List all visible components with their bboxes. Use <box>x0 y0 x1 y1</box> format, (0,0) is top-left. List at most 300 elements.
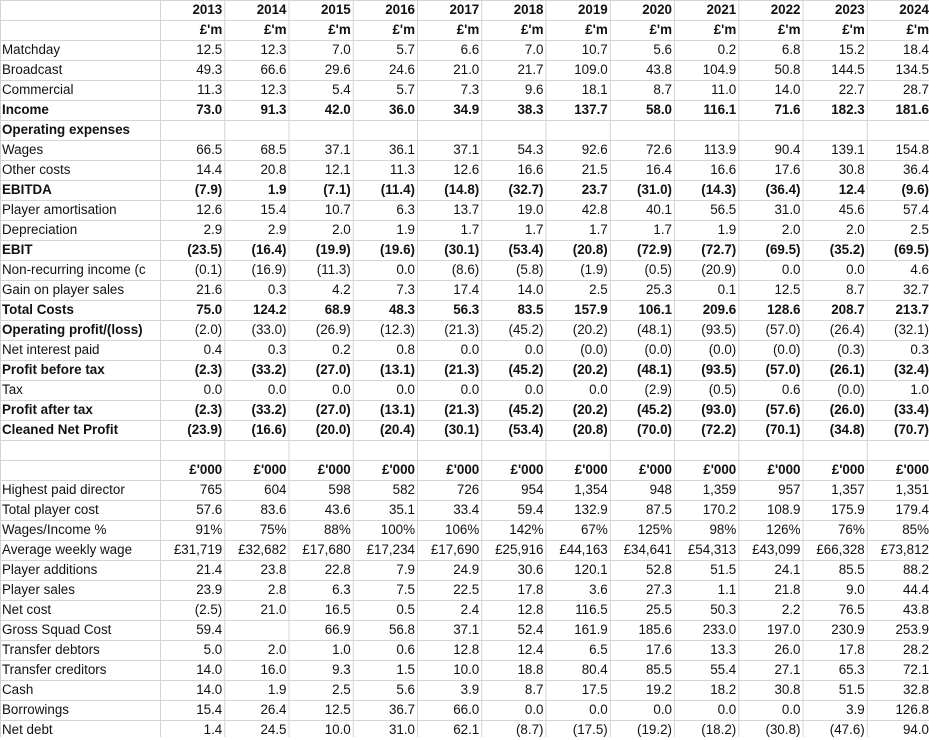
value-cell[interactable]: 21.5 <box>581 162 608 177</box>
value-cell[interactable]: 0.0 <box>267 382 287 397</box>
value-cell[interactable]: 51.5 <box>710 562 737 577</box>
value-cell[interactable]: (5.8) <box>515 262 544 277</box>
value-cell[interactable]: (30.1) <box>444 422 480 437</box>
row-label[interactable]: Net interest paid <box>2 342 100 357</box>
unit-header[interactable]: £'000 <box>189 462 223 477</box>
value-cell[interactable]: 2.0 <box>267 642 287 657</box>
value-cell[interactable]: 21.4 <box>196 562 223 577</box>
value-cell[interactable]: 4.2 <box>332 282 351 297</box>
value-cell[interactable]: 1.7 <box>460 222 480 237</box>
value-cell[interactable]: 108.9 <box>766 502 801 517</box>
value-cell[interactable]: 14.0 <box>774 82 801 97</box>
value-cell[interactable]: 71.6 <box>774 102 801 117</box>
value-cell[interactable]: 604 <box>264 482 287 497</box>
value-cell[interactable]: 137.7 <box>574 102 608 117</box>
value-cell[interactable]: 52.8 <box>645 562 672 577</box>
value-cell[interactable]: 1.9 <box>717 222 737 237</box>
unit-header[interactable]: £'m <box>392 22 415 37</box>
value-cell[interactable]: (17.5) <box>572 722 608 737</box>
value-cell[interactable]: (70.1) <box>765 422 801 437</box>
value-cell[interactable]: (34.8) <box>829 422 865 437</box>
row-label[interactable]: Operating profit/(loss) <box>2 322 143 337</box>
value-cell[interactable]: (26.9) <box>315 322 351 337</box>
value-cell[interactable]: 36.4 <box>902 162 929 177</box>
value-cell[interactable]: 57.4 <box>902 202 929 217</box>
value-cell[interactable] <box>481 120 545 140</box>
value-cell[interactable]: (2.0) <box>194 322 223 337</box>
value-cell[interactable]: 13.7 <box>453 202 480 217</box>
value-cell[interactable]: 12.3 <box>260 82 287 97</box>
value-cell[interactable]: 126.8 <box>895 702 929 717</box>
value-cell[interactable]: 43.8 <box>902 602 929 617</box>
value-cell[interactable]: 17.4 <box>453 282 480 297</box>
value-cell[interactable]: 30.8 <box>774 682 801 697</box>
value-cell[interactable]: 109.0 <box>574 62 608 77</box>
value-cell[interactable]: (19.6) <box>380 242 415 257</box>
unit-header[interactable]: £'m <box>713 22 737 37</box>
value-cell[interactable]: (20.2) <box>572 322 608 337</box>
value-cell[interactable]: 2.5 <box>589 282 608 297</box>
value-cell[interactable]: 9.0 <box>846 582 865 597</box>
value-cell[interactable]: 90.4 <box>774 142 801 157</box>
value-cell[interactable] <box>417 120 481 140</box>
value-cell[interactable]: 68.5 <box>260 142 287 157</box>
value-cell[interactable]: 5.0 <box>203 642 223 657</box>
value-cell[interactable]: 7.0 <box>332 42 351 57</box>
value-cell[interactable]: (35.2) <box>829 242 865 257</box>
value-cell[interactable]: 209.6 <box>702 302 737 317</box>
value-cell[interactable]: (21.3) <box>444 362 480 377</box>
value-cell[interactable]: 128.6 <box>766 302 801 317</box>
value-cell[interactable]: 25.5 <box>645 602 672 617</box>
value-cell[interactable]: 12.5 <box>324 702 351 717</box>
row-label[interactable]: Tax <box>2 382 23 397</box>
value-cell[interactable]: 6.3 <box>396 202 415 217</box>
value-cell[interactable]: 2.0 <box>781 222 801 237</box>
value-cell[interactable]: 106% <box>445 522 480 537</box>
value-cell[interactable]: 94.0 <box>902 722 929 737</box>
value-cell[interactable]: 0.6 <box>396 642 415 657</box>
value-cell[interactable]: 43.8 <box>645 62 672 77</box>
value-cell[interactable]: 2.4 <box>460 602 480 617</box>
value-cell[interactable]: 19.2 <box>645 682 672 697</box>
value-cell[interactable] <box>546 120 610 140</box>
value-cell[interactable]: (45.2) <box>508 402 544 417</box>
value-cell[interactable]: 12.3 <box>260 42 287 57</box>
value-cell[interactable]: (26.0) <box>829 402 865 417</box>
unit-header[interactable]: £'m <box>263 22 287 37</box>
row-label[interactable]: Cleaned Net Profit <box>2 422 119 437</box>
value-cell[interactable]: 57.6 <box>196 502 223 517</box>
value-cell[interactable]: 17.6 <box>645 642 672 657</box>
value-cell[interactable]: 36.1 <box>388 142 415 157</box>
value-cell[interactable]: (53.4) <box>508 242 544 257</box>
value-cell[interactable]: (32.4) <box>894 362 929 377</box>
unit-header[interactable]: £'000 <box>382 462 415 477</box>
value-cell[interactable]: (23.5) <box>187 242 223 257</box>
value-cell[interactable]: 30.6 <box>517 562 544 577</box>
value-cell[interactable]: 12.4 <box>838 182 865 197</box>
row-label[interactable]: Gain on player sales <box>2 282 125 297</box>
value-cell[interactable]: (7.1) <box>323 182 351 197</box>
value-cell[interactable]: 7.3 <box>396 282 415 297</box>
value-cell[interactable]: 132.9 <box>574 502 608 517</box>
unit-header[interactable]: £'000 <box>896 462 929 477</box>
value-cell[interactable]: 27.1 <box>774 662 801 677</box>
row-label[interactable]: Profit before tax <box>2 362 105 377</box>
value-cell[interactable]: 954 <box>521 482 544 497</box>
value-cell[interactable]: 12.5 <box>196 42 223 57</box>
value-cell[interactable]: 18.2 <box>710 682 737 697</box>
value-cell[interactable]: (2.9) <box>644 382 672 397</box>
row-label[interactable]: Gross Squad Cost <box>2 622 112 637</box>
value-cell[interactable]: 23.7 <box>581 182 608 197</box>
value-cell[interactable]: 230.9 <box>831 622 865 637</box>
value-cell[interactable]: 8.7 <box>846 282 865 297</box>
value-cell[interactable]: 72.1 <box>902 662 929 677</box>
year-header[interactable]: 2014 <box>256 2 287 17</box>
value-cell[interactable]: 948 <box>649 482 672 497</box>
value-cell[interactable]: (93.0) <box>701 402 737 417</box>
value-cell[interactable]: 9.3 <box>332 662 351 677</box>
value-cell[interactable]: 12.8 <box>453 642 480 657</box>
value-cell[interactable]: 34.9 <box>453 102 480 117</box>
value-cell[interactable]: 14.4 <box>196 162 223 177</box>
value-cell[interactable]: 91.3 <box>260 102 287 117</box>
value-cell[interactable] <box>674 120 738 140</box>
value-cell[interactable]: (2.3) <box>194 402 223 417</box>
value-cell[interactable]: 50.3 <box>710 602 737 617</box>
row-label[interactable]: Commercial <box>2 82 74 97</box>
value-cell[interactable]: 0.0 <box>460 382 480 397</box>
value-cell[interactable]: 185.6 <box>638 622 672 637</box>
value-cell[interactable]: 85.5 <box>838 562 865 577</box>
unit-header[interactable]: £'m <box>520 22 544 37</box>
value-cell[interactable]: 22.7 <box>838 82 865 97</box>
row-label[interactable]: Broadcast <box>2 62 63 77</box>
value-cell[interactable]: 17.8 <box>838 642 865 657</box>
value-cell[interactable]: 126% <box>766 522 801 537</box>
value-cell[interactable]: (53.4) <box>508 422 544 437</box>
value-cell[interactable]: 1,357 <box>831 482 865 497</box>
value-cell[interactable]: 0.2 <box>332 342 351 357</box>
value-cell[interactable]: 33.4 <box>453 502 480 517</box>
value-cell[interactable]: (48.1) <box>637 322 672 337</box>
value-cell[interactable]: 1.9 <box>267 682 287 697</box>
value-cell[interactable]: (21.3) <box>444 322 480 337</box>
value-cell[interactable]: 38.3 <box>517 102 544 117</box>
value-cell[interactable]: (0.5) <box>708 382 737 397</box>
value-cell[interactable]: 5.4 <box>332 82 351 97</box>
value-cell[interactable]: 0.3 <box>910 342 929 357</box>
value-cell[interactable] <box>160 120 224 140</box>
value-cell[interactable]: (11.4) <box>380 182 415 197</box>
value-cell[interactable]: 0.0 <box>846 262 865 277</box>
value-cell[interactable]: 5.6 <box>653 42 672 57</box>
value-cell[interactable]: 14.0 <box>196 662 223 677</box>
value-cell[interactable]: 15.2 <box>838 42 865 57</box>
value-cell[interactable]: 113.9 <box>703 142 737 157</box>
value-cell[interactable]: 16.4 <box>645 162 672 177</box>
value-cell[interactable]: 44.4 <box>902 582 929 597</box>
value-cell[interactable]: 67% <box>580 522 608 537</box>
value-cell[interactable]: 0.2 <box>717 42 737 57</box>
value-cell[interactable]: 0.0 <box>524 342 544 357</box>
value-cell[interactable]: 253.9 <box>895 622 929 637</box>
value-cell[interactable]: 35.1 <box>388 502 415 517</box>
value-cell[interactable]: 1.0 <box>910 382 929 397</box>
value-cell[interactable]: £17,680 <box>302 542 351 557</box>
value-cell[interactable]: 29.6 <box>324 62 351 77</box>
value-cell[interactable]: (8.7) <box>515 722 544 737</box>
value-cell[interactable]: 66.5 <box>196 142 223 157</box>
value-cell[interactable]: 80.4 <box>581 662 608 677</box>
value-cell[interactable]: 91% <box>195 522 223 537</box>
value-cell[interactable]: (9.6) <box>901 182 929 197</box>
row-label[interactable]: Matchday <box>2 42 61 57</box>
value-cell[interactable]: (19.9) <box>315 242 351 257</box>
value-cell[interactable]: (47.6) <box>829 722 865 737</box>
value-cell[interactable]: 197.0 <box>766 622 801 637</box>
value-cell[interactable]: 0.0 <box>589 702 608 717</box>
value-cell[interactable]: 72.6 <box>645 142 672 157</box>
value-cell[interactable]: (16.4) <box>251 242 287 257</box>
value-cell[interactable]: (0.3) <box>837 342 865 357</box>
value-cell[interactable]: (20.2) <box>572 362 608 377</box>
year-header[interactable]: 2023 <box>834 2 865 17</box>
value-cell[interactable]: (0.1) <box>194 262 223 277</box>
value-cell[interactable] <box>803 120 867 140</box>
value-cell[interactable] <box>867 120 929 140</box>
row-label[interactable]: EBIT <box>2 242 33 257</box>
value-cell[interactable]: 0.0 <box>781 262 801 277</box>
value-cell[interactable]: 142% <box>509 522 544 537</box>
row-label[interactable]: Profit after tax <box>2 402 93 417</box>
value-cell[interactable]: 52.4 <box>517 622 544 637</box>
value-cell[interactable]: (14.3) <box>701 182 737 197</box>
value-cell[interactable]: 5.6 <box>396 682 415 697</box>
value-cell[interactable]: (57.0) <box>765 362 801 377</box>
value-cell[interactable]: (93.5) <box>701 362 737 377</box>
value-cell[interactable]: 21.0 <box>453 62 480 77</box>
value-cell[interactable]: £44,163 <box>559 542 608 557</box>
value-cell[interactable]: 20.8 <box>260 162 287 177</box>
value-cell[interactable]: 24.6 <box>388 62 415 77</box>
value-cell[interactable]: 1.0 <box>332 642 351 657</box>
value-cell[interactable]: (27.0) <box>315 362 351 377</box>
value-cell[interactable]: 100% <box>380 522 415 537</box>
value-cell[interactable]: (72.9) <box>637 242 672 257</box>
value-cell[interactable]: 7.5 <box>396 582 415 597</box>
value-cell[interactable]: 12.6 <box>196 202 223 217</box>
value-cell[interactable]: 1.7 <box>653 222 672 237</box>
row-label[interactable]: Transfer creditors <box>2 662 107 677</box>
value-cell[interactable]: 1.4 <box>203 722 223 737</box>
value-cell[interactable]: (45.2) <box>637 402 672 417</box>
value-cell[interactable]: (0.0) <box>644 342 672 357</box>
value-cell[interactable]: 0.0 <box>653 702 672 717</box>
value-cell[interactable]: £34,641 <box>623 542 672 557</box>
value-cell[interactable]: 83.5 <box>517 302 544 317</box>
value-cell[interactable] <box>610 120 674 140</box>
value-cell[interactable]: 66.6 <box>260 62 287 77</box>
row-label[interactable]: Average weekly wage <box>2 542 133 557</box>
value-cell[interactable]: (32.1) <box>894 322 929 337</box>
unit-header[interactable]: £'m <box>906 22 929 37</box>
value-cell[interactable]: 0.6 <box>781 382 801 397</box>
value-cell[interactable]: 175.9 <box>831 502 865 517</box>
value-cell[interactable]: 0.0 <box>717 702 737 717</box>
year-header[interactable]: 2018 <box>513 2 544 17</box>
value-cell[interactable] <box>224 620 288 640</box>
value-cell[interactable]: 17.6 <box>774 162 801 177</box>
value-cell[interactable]: 0.4 <box>203 342 223 357</box>
value-cell[interactable]: 26.0 <box>774 642 801 657</box>
value-cell[interactable]: 85% <box>902 522 929 537</box>
row-label[interactable]: Non-recurring income (c <box>2 262 146 277</box>
value-cell[interactable]: (0.0) <box>580 342 608 357</box>
value-cell[interactable]: 32.7 <box>902 282 929 297</box>
value-cell[interactable]: 3.6 <box>589 582 608 597</box>
value-cell[interactable] <box>738 120 802 140</box>
value-cell[interactable]: (33.4) <box>894 402 929 417</box>
value-cell[interactable]: 11.0 <box>711 82 737 97</box>
value-cell[interactable]: 51.5 <box>838 682 865 697</box>
value-cell[interactable]: (57.0) <box>765 322 801 337</box>
value-cell[interactable]: (72.2) <box>701 422 737 437</box>
value-cell[interactable]: 23.9 <box>196 582 223 597</box>
value-cell[interactable]: 87.5 <box>645 502 672 517</box>
value-cell[interactable]: (21.3) <box>444 402 480 417</box>
value-cell[interactable]: 16.5 <box>324 602 351 617</box>
value-cell[interactable]: 134.5 <box>895 62 929 77</box>
value-cell[interactable]: 49.3 <box>196 62 223 77</box>
value-cell[interactable]: 32.8 <box>902 682 929 697</box>
row-label[interactable]: Wages/Income % <box>2 522 107 537</box>
value-cell[interactable]: 23.8 <box>260 562 287 577</box>
row-label[interactable]: EBITDA <box>2 182 52 197</box>
value-cell[interactable] <box>289 120 353 140</box>
value-cell[interactable]: 27.3 <box>645 582 672 597</box>
value-cell[interactable]: 55.4 <box>710 662 737 677</box>
row-label[interactable]: Cash <box>2 682 34 697</box>
value-cell[interactable]: 76% <box>837 522 865 537</box>
unit-header[interactable]: £'000 <box>317 462 351 477</box>
value-cell[interactable]: 1,351 <box>895 482 929 497</box>
row-label[interactable]: Player additions <box>2 562 98 577</box>
row-label[interactable]: Net cost <box>2 602 52 617</box>
value-cell[interactable]: (16.6) <box>251 422 287 437</box>
value-cell[interactable]: 144.5 <box>831 62 865 77</box>
value-cell[interactable]: 5.7 <box>396 42 415 57</box>
value-cell[interactable]: 157.9 <box>574 302 608 317</box>
value-cell[interactable]: 106.1 <box>638 302 672 317</box>
value-cell[interactable]: 10.7 <box>581 42 608 57</box>
value-cell[interactable]: 10.0 <box>324 722 351 737</box>
value-cell[interactable]: 92.6 <box>581 142 608 157</box>
value-cell[interactable]: (0.5) <box>644 262 672 277</box>
value-cell[interactable]: 37.1 <box>324 142 351 157</box>
value-cell[interactable]: 66.9 <box>324 622 351 637</box>
value-cell[interactable]: 1.9 <box>267 182 287 197</box>
row-label[interactable]: Total Costs <box>2 302 74 317</box>
value-cell[interactable]: 37.1 <box>453 142 480 157</box>
value-cell[interactable]: 75% <box>259 522 287 537</box>
row-label[interactable]: Wages <box>2 142 44 157</box>
value-cell[interactable]: (70.0) <box>637 422 672 437</box>
value-cell[interactable]: 73.0 <box>196 102 223 117</box>
value-cell[interactable]: (36.4) <box>765 182 801 197</box>
value-cell[interactable]: 18.1 <box>581 82 608 97</box>
value-cell[interactable]: (19.2) <box>637 722 672 737</box>
value-cell[interactable]: 1.7 <box>524 222 544 237</box>
value-cell[interactable]: 28.2 <box>902 642 929 657</box>
value-cell[interactable]: 582 <box>392 482 415 497</box>
value-cell[interactable]: 5.7 <box>396 82 415 97</box>
value-cell[interactable]: £43,099 <box>752 542 801 557</box>
value-cell[interactable]: 42.0 <box>324 102 351 117</box>
value-cell[interactable]: (20.4) <box>380 422 415 437</box>
value-cell[interactable]: £25,916 <box>495 542 544 557</box>
value-cell[interactable]: 10.0 <box>453 662 480 677</box>
value-cell[interactable]: (27.0) <box>315 402 351 417</box>
value-cell[interactable]: 726 <box>456 482 480 497</box>
value-cell[interactable]: 18.4 <box>902 42 929 57</box>
value-cell[interactable]: (16.9) <box>251 262 287 277</box>
value-cell[interactable]: 54.3 <box>517 142 544 157</box>
value-cell[interactable]: 765 <box>199 482 223 497</box>
value-cell[interactable]: 16.0 <box>260 662 287 677</box>
value-cell[interactable]: (11.3) <box>316 262 351 277</box>
value-cell[interactable]: 59.4 <box>196 622 223 637</box>
value-cell[interactable]: 2.5 <box>332 682 351 697</box>
row-label[interactable]: Depreciation <box>2 222 78 237</box>
value-cell[interactable]: 24.1 <box>774 562 801 577</box>
value-cell[interactable]: (69.5) <box>894 242 929 257</box>
value-cell[interactable]: 0.1 <box>717 282 737 297</box>
value-cell[interactable]: 14.0 <box>517 282 544 297</box>
value-cell[interactable]: 0.0 <box>589 382 608 397</box>
value-cell[interactable]: 17.8 <box>517 582 544 597</box>
value-cell[interactable]: 37.1 <box>453 622 480 637</box>
unit-header[interactable]: £'000 <box>574 462 608 477</box>
value-cell[interactable]: (33.2) <box>251 362 287 377</box>
value-cell[interactable]: (20.8) <box>572 242 608 257</box>
value-cell[interactable]: 21.7 <box>517 62 544 77</box>
value-cell[interactable]: 12.6 <box>453 162 480 177</box>
value-cell[interactable]: 21.6 <box>196 282 223 297</box>
value-cell[interactable]: 181.6 <box>895 102 929 117</box>
value-cell[interactable]: 2.9 <box>267 222 287 237</box>
value-cell[interactable]: 0.0 <box>460 342 480 357</box>
row-label[interactable]: Income <box>2 102 49 117</box>
value-cell[interactable]: 85.5 <box>645 662 672 677</box>
value-cell[interactable]: 16.6 <box>517 162 544 177</box>
value-cell[interactable]: 0.0 <box>524 702 544 717</box>
value-cell[interactable]: 26.4 <box>260 702 287 717</box>
value-cell[interactable]: 104.9 <box>702 62 737 77</box>
unit-header[interactable]: £'000 <box>703 462 737 477</box>
unit-header[interactable]: £'m <box>199 22 223 37</box>
value-cell[interactable]: (7.9) <box>194 182 223 197</box>
value-cell[interactable]: 15.4 <box>196 702 223 717</box>
row-label[interactable]: Player amortisation <box>2 202 117 217</box>
value-cell[interactable]: 11.3 <box>389 162 415 177</box>
value-cell[interactable]: 213.7 <box>895 302 929 317</box>
value-cell[interactable]: (33.0) <box>251 322 287 337</box>
value-cell[interactable]: 68.9 <box>324 302 351 317</box>
value-cell[interactable]: (33.2) <box>251 402 287 417</box>
